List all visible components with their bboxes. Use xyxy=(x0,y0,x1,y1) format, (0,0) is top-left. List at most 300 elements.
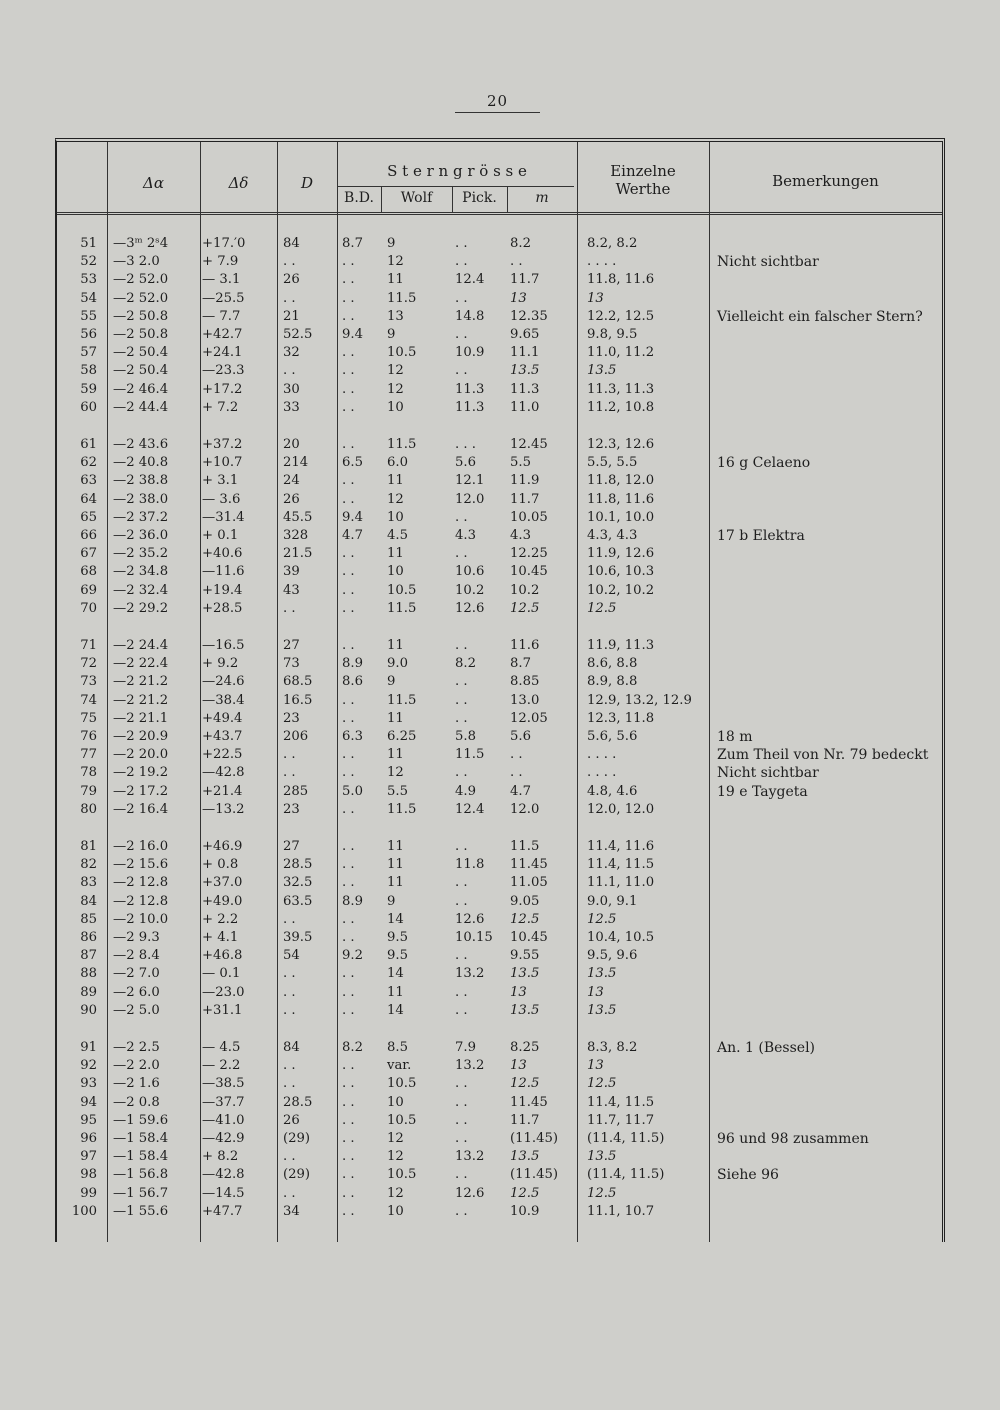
cell-bd: . . xyxy=(342,363,355,379)
cell-ein: 9.8, 9.5 xyxy=(587,327,638,342)
cell-wolf: 11.5 xyxy=(387,801,417,817)
cell-num: 61 xyxy=(80,437,97,452)
cell-m: 11.7 xyxy=(510,272,540,288)
cell-bd: 6.5 xyxy=(342,455,363,471)
cell-dd: — 3.6 xyxy=(202,491,241,507)
cell-bd: 9.4 xyxy=(342,509,363,525)
cell-m: 13.5 xyxy=(510,1149,540,1165)
cell-ein: . . . . xyxy=(587,765,617,781)
cell-D: 52.5 xyxy=(283,327,313,342)
cell-dd: —25.5 xyxy=(202,290,245,306)
cell-num: 89 xyxy=(80,984,97,1000)
cell-wolf: 12 xyxy=(387,1149,404,1165)
cell-wolf: 9 xyxy=(387,674,396,690)
cell-m: 11.1 xyxy=(510,345,540,361)
table-row xyxy=(57,893,942,911)
header-sterngroesse: S t e r n g r ö s s e xyxy=(387,162,527,180)
header-delta-alpha: Δα xyxy=(143,174,164,192)
table-row xyxy=(57,1148,942,1166)
cell-ein: 13 xyxy=(587,290,604,306)
cell-pick: 12.4 xyxy=(455,801,485,817)
cell-bd: . . xyxy=(342,1094,355,1110)
cell-dd: +19.4 xyxy=(202,582,243,598)
cell-pick: . . xyxy=(455,1076,468,1092)
cell-dd: + 7.9 xyxy=(202,254,239,270)
cell-wolf: 14 xyxy=(387,1002,404,1018)
cell-pick: . . xyxy=(455,1094,468,1110)
cell-ein: 13.5 xyxy=(587,363,617,379)
cell-D: . . xyxy=(283,1058,296,1074)
cell-D: 63.5 xyxy=(283,893,313,909)
cell-pick: . . xyxy=(455,290,468,306)
cell-pick: 10.2 xyxy=(455,582,485,598)
cell-m: 9.05 xyxy=(510,893,540,909)
cell-m: 8.85 xyxy=(510,674,540,690)
cell-bd: . . xyxy=(342,1203,355,1219)
cell-D: 26 xyxy=(283,1112,300,1128)
cell-dd: + 8.2 xyxy=(202,1149,239,1165)
cell-pick: . . xyxy=(455,1203,468,1219)
cell-pick: 13.2 xyxy=(455,966,485,982)
cell-dd: + 4.1 xyxy=(202,930,239,945)
cell-wolf: 6.0 xyxy=(387,455,408,471)
cell-D: 39 xyxy=(283,564,300,580)
cell-bd: . . xyxy=(342,857,355,873)
cell-ein: 8.9, 8.8 xyxy=(587,674,638,690)
table-row xyxy=(57,491,942,509)
cell-dd: —23.3 xyxy=(202,363,245,379)
cell-da: —1 55.6 xyxy=(113,1203,169,1219)
cell-bd: . . xyxy=(342,308,355,324)
cell-ein: 11.1, 10.7 xyxy=(587,1203,655,1219)
cell-dd: — 2.2 xyxy=(202,1058,241,1074)
table-row xyxy=(57,710,942,728)
cell-da: —2 9.3 xyxy=(113,930,160,945)
cell-pick: 12.6 xyxy=(455,1185,485,1201)
cell-ein: 8.2, 8.2 xyxy=(587,236,638,251)
cell-wolf: 4.5 xyxy=(387,528,408,543)
cell-D: 285 xyxy=(283,783,309,799)
cell-D: 45.5 xyxy=(283,509,313,525)
cell-da: —2 0.8 xyxy=(113,1094,160,1110)
cell-dd: +21.4 xyxy=(202,783,243,799)
cell-bd: . . xyxy=(342,582,355,598)
cell-ein: 10.6, 10.3 xyxy=(587,564,655,580)
cell-bd: . . xyxy=(342,290,355,306)
cell-bd: . . xyxy=(342,747,355,763)
table-row xyxy=(57,965,942,983)
cell-pick: . . xyxy=(455,236,468,251)
cell-da: —2 32.4 xyxy=(113,582,169,598)
cell-da: —2 19.2 xyxy=(113,765,169,781)
cell-da: —2 43.6 xyxy=(113,437,169,452)
cell-D: 28.5 xyxy=(283,1094,313,1110)
cell-dd: +49.0 xyxy=(202,893,243,909)
cell-num: 91 xyxy=(80,1040,97,1055)
cell-bem: 19 e Taygeta xyxy=(717,783,808,800)
table-row xyxy=(57,362,942,380)
table-row xyxy=(57,308,942,326)
cell-bd: 5.0 xyxy=(342,783,363,799)
cell-pick: . . xyxy=(455,1167,468,1183)
cell-ein: 8.3, 8.2 xyxy=(587,1040,638,1055)
cell-pick: 11.3 xyxy=(455,399,485,415)
cell-da: —2 16.4 xyxy=(113,801,169,817)
cell-m: 12.45 xyxy=(510,437,548,452)
cell-dd: —24.6 xyxy=(202,674,245,690)
cell-dd: — 0.1 xyxy=(202,966,241,982)
cell-ein: . . . . xyxy=(587,254,617,270)
cell-dd: +22.5 xyxy=(202,747,243,763)
cell-dd: —31.4 xyxy=(202,509,245,525)
cell-dd: —38.4 xyxy=(202,692,245,708)
cell-pick: . . xyxy=(455,765,468,781)
cell-num: 51 xyxy=(80,236,97,251)
cell-num: 97 xyxy=(80,1149,97,1165)
cell-da: —2 46.4 xyxy=(113,381,169,397)
cell-num: 76 xyxy=(80,729,97,744)
cell-bd: . . xyxy=(342,1149,355,1165)
cell-wolf: 12 xyxy=(387,1185,404,1201)
cell-ein: 10.2, 10.2 xyxy=(587,582,655,598)
cell-ein: 13 xyxy=(587,984,604,1000)
cell-bem: Nicht sichtbar xyxy=(717,765,819,782)
cell-ein: 11.4, 11.5 xyxy=(587,857,655,873)
cell-da: —1 59.6 xyxy=(113,1112,169,1128)
cell-da: —2 2.5 xyxy=(113,1040,160,1055)
cell-pick: 10.15 xyxy=(455,930,493,945)
cell-num: 52 xyxy=(80,254,97,270)
cell-da: —2 12.8 xyxy=(113,893,169,909)
cell-pick: 11.5 xyxy=(455,747,485,763)
cell-m: 12.5 xyxy=(510,911,540,927)
cell-wolf: 10.5 xyxy=(387,1076,417,1092)
cell-ein: 12.3, 12.6 xyxy=(587,437,655,452)
cell-num: 55 xyxy=(80,308,97,324)
cell-wolf: 10 xyxy=(387,509,404,525)
cell-dd: +47.7 xyxy=(202,1203,243,1219)
cell-bd: . . xyxy=(342,1002,355,1018)
cell-m: 11.7 xyxy=(510,1112,540,1128)
cell-num: 57 xyxy=(80,345,97,361)
cell-pick: 11.3 xyxy=(455,381,485,397)
cell-bd: 8.2 xyxy=(342,1040,363,1055)
cell-bd: 8.9 xyxy=(342,656,363,672)
cell-num: 94 xyxy=(80,1094,97,1110)
cell-wolf: 11.5 xyxy=(387,692,417,708)
cell-pick: 14.8 xyxy=(455,308,485,324)
table-row xyxy=(57,1075,942,1093)
cell-bd: . . xyxy=(342,491,355,507)
cell-wolf: 10.5 xyxy=(387,1167,417,1183)
cell-D: 206 xyxy=(283,729,309,744)
table-row xyxy=(57,563,942,581)
cell-D: 32.5 xyxy=(283,875,313,891)
cell-D: 39.5 xyxy=(283,930,313,945)
cell-da: —1 56.7 xyxy=(113,1185,169,1201)
cell-ein: 13.5 xyxy=(587,1149,617,1165)
cell-da: —2 37.2 xyxy=(113,509,169,525)
cell-num: 54 xyxy=(80,290,97,306)
cell-pick: . . xyxy=(455,710,468,726)
table-row xyxy=(57,1203,942,1221)
cell-D: (29) xyxy=(283,1167,311,1183)
cell-bd: 8.7 xyxy=(342,236,363,251)
table-row xyxy=(57,290,942,308)
cell-ein: 12.9, 13.2, 12.9 xyxy=(587,692,692,708)
cell-num: 70 xyxy=(80,600,97,616)
cell-pick: 12.6 xyxy=(455,600,485,616)
cell-num: 88 xyxy=(80,966,97,982)
cell-m: 13 xyxy=(510,1058,527,1074)
cell-m: 11.5 xyxy=(510,839,540,854)
header-d: D xyxy=(300,174,314,192)
cell-da: —2 21.2 xyxy=(113,674,169,690)
table-row xyxy=(57,344,942,362)
cell-ein: (11.4, 11.5) xyxy=(587,1131,665,1146)
cell-num: 72 xyxy=(80,656,97,672)
cell-dd: + 9.2 xyxy=(202,656,239,672)
header-bemerkungen: Bemerkungen xyxy=(772,172,879,190)
cell-da: —2 34.8 xyxy=(113,564,169,580)
cell-dd: — 7.7 xyxy=(202,308,241,324)
cell-wolf: 13 xyxy=(387,308,404,324)
cell-wolf: 12 xyxy=(387,363,404,379)
cell-m: 4.7 xyxy=(510,783,531,799)
cell-D: . . xyxy=(283,765,296,781)
cell-bem: 18 m xyxy=(717,729,753,745)
cell-bd: 9.2 xyxy=(342,948,363,964)
cell-ein: 12.5 xyxy=(587,1185,617,1201)
cell-pick: 12.1 xyxy=(455,473,485,489)
cell-bd: . . xyxy=(342,765,355,781)
cell-pick: 12.6 xyxy=(455,911,485,927)
cell-ein: 11.0, 11.2 xyxy=(587,345,655,361)
cell-pick: 10.6 xyxy=(455,564,485,580)
cell-da: —2 50.8 xyxy=(113,327,169,342)
cell-m: 13.5 xyxy=(510,1002,540,1018)
cell-da: —2 35.2 xyxy=(113,546,169,562)
cell-D: . . xyxy=(283,1149,296,1165)
cell-wolf: 11 xyxy=(387,984,404,1000)
sterngroesse-subrule xyxy=(337,186,574,187)
cell-ein: 9.0, 9.1 xyxy=(587,893,638,909)
table-row xyxy=(57,436,942,454)
cell-wolf: 9 xyxy=(387,236,396,251)
cell-num: 69 xyxy=(80,582,97,598)
cell-num: 90 xyxy=(80,1002,97,1018)
cell-wolf: 8.5 xyxy=(387,1040,408,1055)
cell-D: 84 xyxy=(283,1040,300,1055)
cell-ein: 5.6, 5.6 xyxy=(587,729,638,744)
cell-dd: — 3.1 xyxy=(202,272,241,288)
table-row xyxy=(57,545,942,563)
cell-da: —2 6.0 xyxy=(113,984,160,1000)
cell-wolf: 6.25 xyxy=(387,729,417,744)
cell-D: 16.5 xyxy=(283,692,313,708)
cell-num: 58 xyxy=(80,363,97,379)
cell-dd: +31.1 xyxy=(202,1002,243,1018)
cell-num: 98 xyxy=(80,1167,97,1183)
header-rule xyxy=(57,212,942,215)
cell-m: . . xyxy=(510,254,523,270)
cell-bd: . . xyxy=(342,345,355,361)
cell-da: —1 58.4 xyxy=(113,1149,169,1165)
cell-m: 13 xyxy=(510,290,527,306)
cell-da: —1 58.4 xyxy=(113,1131,169,1146)
cell-bd: . . xyxy=(342,839,355,854)
cell-D: 214 xyxy=(283,455,309,471)
cell-bem: Zum Theil von Nr. 79 bedeckt xyxy=(717,747,929,764)
cell-pick: . . xyxy=(455,1002,468,1018)
cell-num: 74 xyxy=(80,692,97,708)
cell-ein: 11.8, 11.6 xyxy=(587,491,655,507)
cell-D: . . xyxy=(283,1185,296,1201)
cell-D: . . xyxy=(283,290,296,306)
cell-dd: + 0.8 xyxy=(202,857,239,873)
cell-bd: . . xyxy=(342,473,355,489)
cell-num: 92 xyxy=(80,1058,97,1074)
cell-ein: 12.5 xyxy=(587,911,617,927)
cell-da: —2 52.0 xyxy=(113,290,169,306)
cell-m: 11.0 xyxy=(510,399,540,415)
cell-m: 4.3 xyxy=(510,528,531,543)
cell-m: 11.3 xyxy=(510,381,540,397)
cell-pick: 7.9 xyxy=(455,1040,476,1055)
cell-bd: 8.9 xyxy=(342,893,363,909)
cell-D: . . xyxy=(283,363,296,379)
cell-bd: . . xyxy=(342,399,355,415)
table-row xyxy=(57,911,942,929)
cell-dd: —14.5 xyxy=(202,1185,245,1201)
cell-D: . . xyxy=(283,911,296,927)
cell-da: —2 16.0 xyxy=(113,839,169,854)
table-row xyxy=(57,600,942,618)
cell-ein: (11.4, 11.5) xyxy=(587,1167,665,1183)
cell-m: 10.45 xyxy=(510,930,548,945)
cell-D: . . xyxy=(283,254,296,270)
cell-ein: 4.8, 4.6 xyxy=(587,783,638,799)
cell-num: 85 xyxy=(80,911,97,927)
cell-pick: . . xyxy=(455,509,468,525)
cell-num: 79 xyxy=(80,783,97,799)
cell-da: —2 38.0 xyxy=(113,491,169,507)
cell-m: 11.45 xyxy=(510,857,548,873)
cell-wolf: 14 xyxy=(387,966,404,982)
cell-ein: 8.6, 8.8 xyxy=(587,656,638,672)
cell-bd: . . xyxy=(342,1185,355,1201)
cell-D: 32 xyxy=(283,345,300,361)
cell-num: 95 xyxy=(80,1112,97,1128)
cell-num: 60 xyxy=(80,399,97,415)
table-row xyxy=(57,1112,942,1130)
cell-m: 8.2 xyxy=(510,236,531,251)
cell-pick: 8.2 xyxy=(455,656,476,672)
cell-da: —2 17.2 xyxy=(113,783,169,799)
cell-m: 13.0 xyxy=(510,692,540,708)
cell-dd: +37.0 xyxy=(202,875,243,891)
cell-m: 8.7 xyxy=(510,656,531,672)
cell-dd: —42.8 xyxy=(202,765,245,781)
cell-da: —2 22.4 xyxy=(113,656,169,672)
cell-da: —2 8.4 xyxy=(113,948,160,964)
cell-wolf: 10 xyxy=(387,1094,404,1110)
cell-D: 43 xyxy=(283,582,300,598)
cell-da: —2 10.0 xyxy=(113,911,169,927)
cell-D: 24 xyxy=(283,473,300,489)
cell-ein: 11.8, 12.0 xyxy=(587,473,655,489)
cell-bem: 17 b Elektra xyxy=(717,528,805,544)
table-row xyxy=(57,692,942,710)
table-row xyxy=(57,655,942,673)
cell-bd: . . xyxy=(342,1131,355,1146)
cell-D: . . xyxy=(283,747,296,763)
cell-dd: +17.′0 xyxy=(202,236,246,251)
cell-bem: Vielleicht ein falscher Stern? xyxy=(717,308,923,325)
table-row xyxy=(57,235,942,253)
cell-dd: +28.5 xyxy=(202,600,243,616)
cell-da: —3 2.0 xyxy=(113,254,160,270)
cell-m: 12.35 xyxy=(510,308,548,324)
cell-pick: . . xyxy=(455,692,468,708)
cell-num: 75 xyxy=(80,710,97,726)
cell-num: 100 xyxy=(71,1203,97,1219)
table-row xyxy=(57,746,942,764)
cell-num: 83 xyxy=(80,875,97,891)
cell-m: . . xyxy=(510,747,523,763)
cell-pick: 5.8 xyxy=(455,729,476,744)
cell-dd: —23.0 xyxy=(202,984,245,1000)
cell-num: 78 xyxy=(80,765,97,781)
cell-m: 9.55 xyxy=(510,948,540,964)
table-row xyxy=(57,326,942,344)
cell-num: 81 xyxy=(80,839,97,854)
cell-num: 84 xyxy=(80,893,97,909)
cell-ein: 11.9, 11.3 xyxy=(587,638,655,653)
cell-dd: —42.9 xyxy=(202,1131,245,1146)
table-row xyxy=(57,783,942,801)
cell-m: 11.9 xyxy=(510,473,540,489)
table-row xyxy=(57,1002,942,1020)
cell-pick: . . xyxy=(455,1112,468,1128)
header-bd: B.D. xyxy=(344,190,374,206)
cell-ein: 11.8, 11.6 xyxy=(587,272,655,288)
cell-wolf: 9 xyxy=(387,327,396,342)
cell-bd: . . xyxy=(342,437,355,452)
cell-bd: . . xyxy=(342,564,355,580)
cell-pick: 10.9 xyxy=(455,345,485,361)
cell-num: 71 xyxy=(80,638,97,653)
cell-m: 12.5 xyxy=(510,1076,540,1092)
cell-bem: 96 und 98 zusammen xyxy=(717,1131,869,1147)
cell-da: —2 50.4 xyxy=(113,363,169,379)
cell-num: 86 xyxy=(80,930,97,945)
cell-wolf: 10 xyxy=(387,399,404,415)
cell-bd: . . xyxy=(342,1167,355,1183)
cell-D: . . xyxy=(283,1076,296,1092)
table-row xyxy=(57,271,942,289)
table-row xyxy=(57,856,942,874)
cell-ein: 11.1, 11.0 xyxy=(587,875,655,891)
table-row xyxy=(57,509,942,527)
cell-da: —2 2.0 xyxy=(113,1058,160,1074)
cell-dd: — 4.5 xyxy=(202,1040,241,1055)
cell-wolf: 9.5 xyxy=(387,930,408,945)
cell-ein: 11.2, 10.8 xyxy=(587,399,655,415)
cell-wolf: 5.5 xyxy=(387,783,408,799)
cell-bd: . . xyxy=(342,381,355,397)
cell-da: —2 5.0 xyxy=(113,1002,160,1018)
